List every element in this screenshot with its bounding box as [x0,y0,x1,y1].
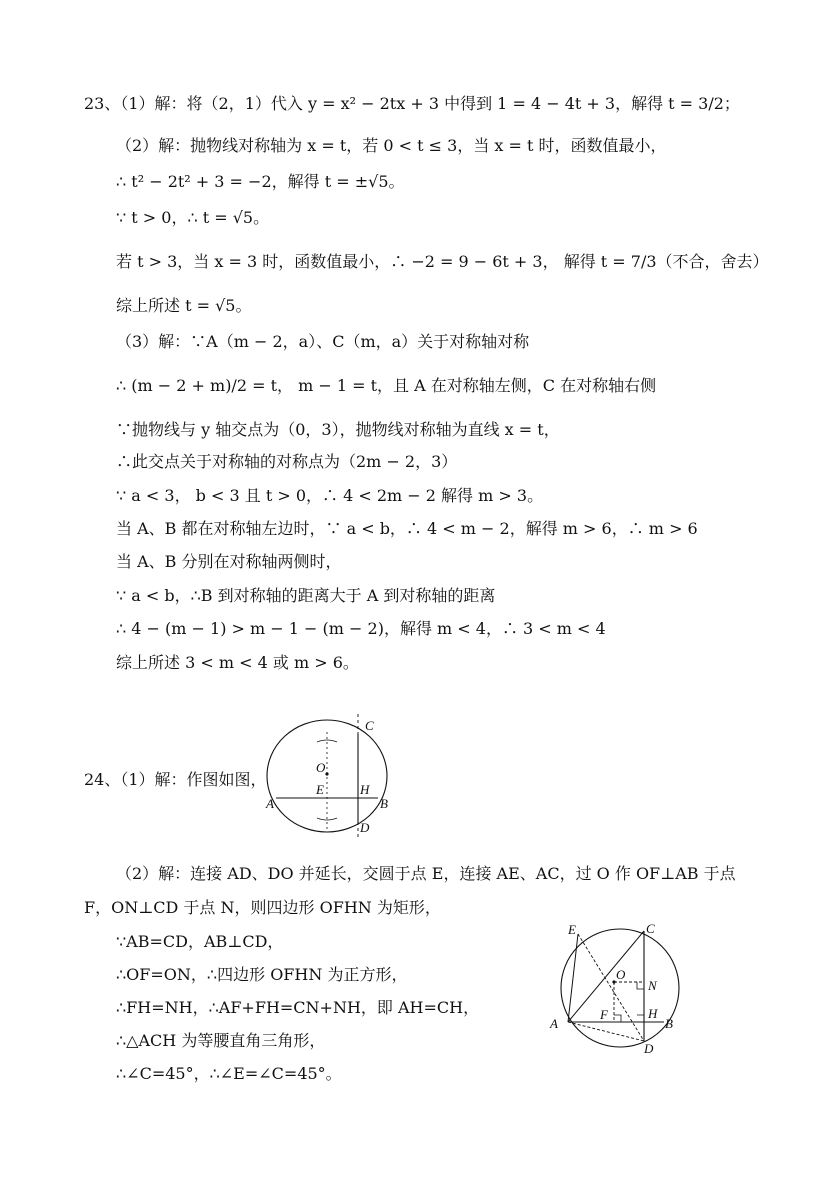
q24-part2-line-4: ∴OF=ON，∴四边形 OFHN 为正方形， [116,965,408,984]
label-e: E [316,782,324,797]
label-h: H [360,782,370,797]
label-d: D [644,1041,654,1056]
q23-line-1: 23、（1）解：将（2，1）代入 y = x² − 2tx + 3 中得到 1 = 4 − 4t + 3，解得 t = 3/2； [84,94,740,113]
segment-ed [578,934,644,1041]
label-c: C [365,718,374,733]
label-o: O [316,760,326,775]
q24-part2-line-1: （2）解：连接 AD、DO 并延长，交圆于点 E，连接 AE、AC，过 O 作 OF⊥AB 于点 [116,864,736,883]
label-d: D [360,820,370,835]
label-a: A [266,796,274,811]
construction-figure [262,712,402,842]
label-e: E [568,922,576,937]
q23-line-15: ∴ 4 − (m − 1) > m − 1 − (m − 2)，解得 m < 4，∴ 3 < m < 4 [116,619,606,638]
label-a: A [550,1016,558,1031]
q23-line-4: ∵ t > 0，∴ t = √5。 [116,208,270,227]
center-point [325,772,328,775]
label-b: B [665,1016,673,1031]
q23-line-10: ∴此交点关于对称轴的对称点为（2m − 2，3） [116,452,458,471]
q23-line-7: （3）解：∵A（m − 2，a）、C（m，a）关于对称轴对称 [116,332,530,351]
label-h: H [648,1006,658,1021]
q24-part2-line-6: ∴△ACH 为等腰直角三角形， [116,1031,326,1050]
q23-line-3: ∴ t² − 2t² + 3 = −2，解得 t = ±√5。 [116,172,405,191]
q23-line-2: （2）解：抛物线对称轴为 x = t，若 0 < t ≤ 3，当 x = t 时，函数值最小， [116,136,667,155]
q24-part1-text: 24、（1）解：作图如图， [84,770,267,789]
q23-line-5: 若 t > 3，当 x = 3 时，函数值最小，∴ −2 = 9 − 6t + 3， 解得 t = 7/3（不合，舍去） [116,252,769,271]
q24-part2-line-5: ∴FH=NH，∴AF+FH=CN+NH，即 AH=CH， [116,998,480,1017]
q23-line-13: 当 A、B 分别在对称轴两侧时， [116,552,342,571]
label-n: N [648,978,657,993]
q23-line-12: 当 A、B 都在对称轴左边时，∵ a < b，∴ 4 < m − 2，解得 m > 6，∴ m > 6 [116,519,698,538]
square-proof-figure [548,922,693,1056]
q23-line-11: ∵ a < 3， b < 3 且 t > 0，∴ 4 < 2m − 2 解得 m > 3。 [116,486,544,505]
q24-part2-line-7: ∴∠C=45°，∴∠E=∠C=45°。 [116,1064,342,1083]
circle [267,720,387,832]
q23-line-6: 综上所述 t = √5。 [116,296,252,315]
label-b: B [380,796,388,811]
q23-line-14: ∵ a < b，∴B 到对称轴的距离大于 A 到对称轴的距离 [116,586,496,605]
label-c: C [646,922,655,936]
segment-ae [568,934,578,1022]
q24-part2-line-2: F，ON⊥CD 于点 N，则四边形 OFHN 为矩形， [84,898,441,917]
circle [561,929,679,1047]
q23-line-9: ∵抛物线与 y 轴交点为（0，3），抛物线对称轴为直线 x = t， [116,420,560,439]
label-f: F [600,1007,608,1022]
q23-line-8: ∴ (m − 2 + m)/2 = t， m − 1 = t，且 A 在对称轴左侧，C 在对称轴右侧 [116,376,657,395]
q24-part2-line-3: ∵AB=CD，AB⊥CD， [116,932,284,951]
q23-line-16: 综上所述 3 < m < 4 或 m > 6。 [116,653,359,672]
label-o: O [616,967,626,982]
